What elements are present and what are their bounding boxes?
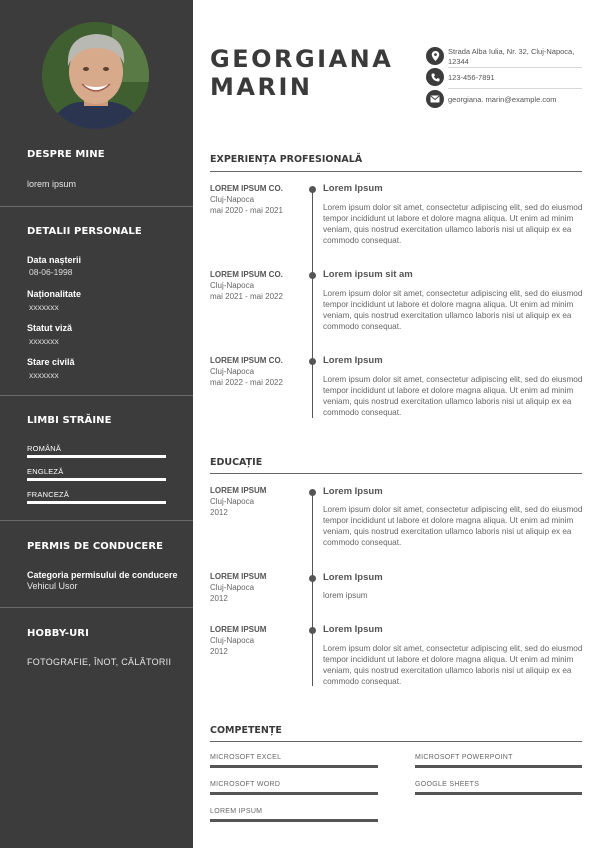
about-text: lorem ipsum	[27, 179, 77, 189]
entry-school: LOREM IPSUM	[210, 486, 267, 495]
entry-company: LOREM IPSUM CO.	[210, 356, 283, 365]
entry-company: LOREM IPSUM CO.	[210, 184, 283, 193]
section-rule	[210, 473, 582, 474]
timeline-dot	[309, 358, 316, 365]
license-category: Categoria permisului de conducere	[27, 570, 178, 580]
entry-description: Lorem ipsum dolor sit amet, consectetur adipiscing elit, sed do eiusmod tempor incididunt ut labore et dolore magna aliqua. Ut enim ad minim veniam, quis nostrud exercitation ullamco laboris nisi ut aliquip ex ea commodo consequat.	[323, 505, 583, 548]
skills-title: COMPETENȚE	[210, 725, 282, 736]
hobby-text: FOTOGRAFIE, ÎNOT, CĂLĂTORII	[27, 657, 172, 667]
language-label: ENGLEZĂ	[27, 467, 64, 476]
skill-label: LOREM IPSUM	[210, 808, 263, 815]
entry-city: Cluj-Napoca	[210, 636, 255, 645]
phone-icon	[426, 68, 444, 86]
language-label: FRANCEZĂ	[27, 490, 70, 499]
full-name	[210, 45, 393, 101]
contact-divider	[448, 88, 582, 89]
timeline-line	[312, 490, 313, 686]
entry-city: Cluj-Napoca	[210, 281, 255, 290]
entry-title: Lorem Ipsum	[323, 624, 383, 635]
entry-date: mai 2022 - mai 2022	[210, 378, 283, 387]
skill-level-bar	[210, 792, 378, 795]
entry-city: Cluj-Napoca	[210, 195, 255, 204]
language-level-bar	[27, 478, 166, 481]
entry-city: Cluj-Napoca	[210, 583, 255, 592]
license-value: Vehicul Usor	[27, 581, 78, 591]
marital-label: Stare civilă	[27, 357, 75, 367]
entry-year: 2012	[210, 508, 228, 517]
phone-text: 123-456-7891	[448, 73, 495, 82]
entry-year: 2012	[210, 594, 228, 603]
language-label: ROMÂNĂ	[27, 444, 62, 453]
timeline-dot	[309, 627, 316, 634]
timeline-line	[312, 188, 313, 418]
skill-level-bar	[415, 792, 582, 795]
entry-description: Lorem ipsum dolor sit amet, consectetur adipiscing elit, sed do eiusmod tempor incididunt ut labore et dolore magna aliqua. Ut enim ad minim veniam, quis nostrud exercitation ullamco laboris nisi ut aliquip ex ea commodo consequat.	[323, 203, 583, 246]
entry-company: LOREM IPSUM CO.	[210, 270, 283, 279]
entry-school: LOREM IPSUM	[210, 572, 267, 581]
location-pin-icon	[426, 47, 444, 65]
email-icon	[426, 90, 444, 108]
contact-divider	[448, 67, 582, 68]
first-name: GEORGIANA	[210, 45, 394, 73]
birthdate-value: 08-06-1998	[29, 267, 73, 277]
section-rule	[210, 741, 582, 742]
address-text: Strada Alba Iulia, Nr. 32, Cluj-Napoca, 12344	[448, 47, 575, 66]
entry-city: Cluj-Napoca	[210, 367, 255, 376]
timeline-dot	[309, 489, 316, 496]
nationality-label: Naționalitate	[27, 289, 82, 299]
timeline-dot	[309, 186, 316, 193]
entry-title: Lorem ipsum sit am	[323, 269, 413, 280]
nationality-value: xxxxxxx	[29, 302, 59, 312]
language-level-bar	[27, 455, 166, 458]
skill-level-bar	[210, 819, 378, 822]
entry-description: lorem ipsum	[323, 591, 368, 600]
education-title: EDUCAȚIE	[210, 457, 263, 468]
entry-city: Cluj-Napoca	[210, 497, 255, 506]
divider	[0, 520, 193, 521]
experience-title: EXPERIENȚA PROFESIONALĂ	[210, 154, 363, 165]
timeline-dot	[309, 575, 316, 582]
email-text: georgiana. marin@example.com	[448, 95, 557, 104]
skill-level-bar	[210, 765, 378, 768]
birthdate-label: Data nașterii	[27, 255, 82, 265]
divider	[0, 206, 193, 207]
timeline-dot	[309, 272, 316, 279]
entry-description: Lorem ipsum dolor sit amet, consectetur adipiscing elit, sed do eiusmod tempor incididunt ut labore et dolore magna aliqua. Ut enim ad minim veniam, quis nostrud exercitation ullamco laboris nisi ut aliquip ex ea commodo consequat.	[323, 375, 583, 418]
entry-date: mai 2021 - mai 2022	[210, 292, 283, 301]
entry-title: Lorem Ipsum	[323, 183, 383, 194]
divider	[0, 607, 193, 608]
language-level-bar	[27, 501, 166, 504]
languages-title: LIMBI STRĂINE	[27, 415, 112, 426]
hobby-title: HOBBY-URI	[27, 628, 89, 639]
entry-description: Lorem ipsum dolor sit amet, consectetur adipiscing elit, sed do eiusmod tempor incididunt ut labore et dolore magna aliqua. Ut enim ad minim veniam, quis nostrud exercitation ullamco laboris nisi ut aliquip ex ea commodo consequat.	[323, 644, 583, 687]
license-title: PERMIS DE CONDUCERE	[27, 541, 164, 552]
profile-photo-image	[42, 22, 149, 129]
sidebar	[0, 0, 193, 848]
visa-label: Statut viză	[27, 323, 73, 333]
divider	[0, 395, 193, 396]
skill-label: GOOGLE SHEETS	[415, 781, 480, 788]
entry-title: Lorem Ipsum	[323, 486, 383, 497]
skill-label: MICROSOFT WORD	[210, 781, 281, 788]
about-title: DESPRE MINE	[27, 149, 105, 160]
skill-label: MICROSOFT EXCEL	[210, 754, 282, 761]
skill-label: MICROSOFT POWERPOINT	[415, 754, 513, 761]
personal-title: DETALII PERSONALE	[27, 226, 142, 237]
entry-year: 2012	[210, 647, 228, 656]
profile-photo	[42, 22, 149, 129]
section-rule	[210, 171, 582, 172]
entry-date: mai 2020 - mai 2021	[210, 206, 283, 215]
skill-level-bar	[415, 765, 582, 768]
entry-description: Lorem ipsum dolor sit amet, consectetur adipiscing elit, sed do eiusmod tempor incididunt ut labore et dolore magna aliqua. Ut enim ad minim veniam, quis nostrud exercitation ullamco laboris nisi ut aliquip ex ea commodo consequat.	[323, 289, 583, 332]
last-name: MARIN	[210, 73, 313, 101]
entry-title: Lorem Ipsum	[323, 572, 383, 583]
entry-school: LOREM IPSUM	[210, 625, 267, 634]
entry-title: Lorem Ipsum	[323, 355, 383, 366]
marital-value: xxxxxxx	[29, 370, 59, 380]
visa-value: xxxxxxx	[29, 336, 59, 346]
